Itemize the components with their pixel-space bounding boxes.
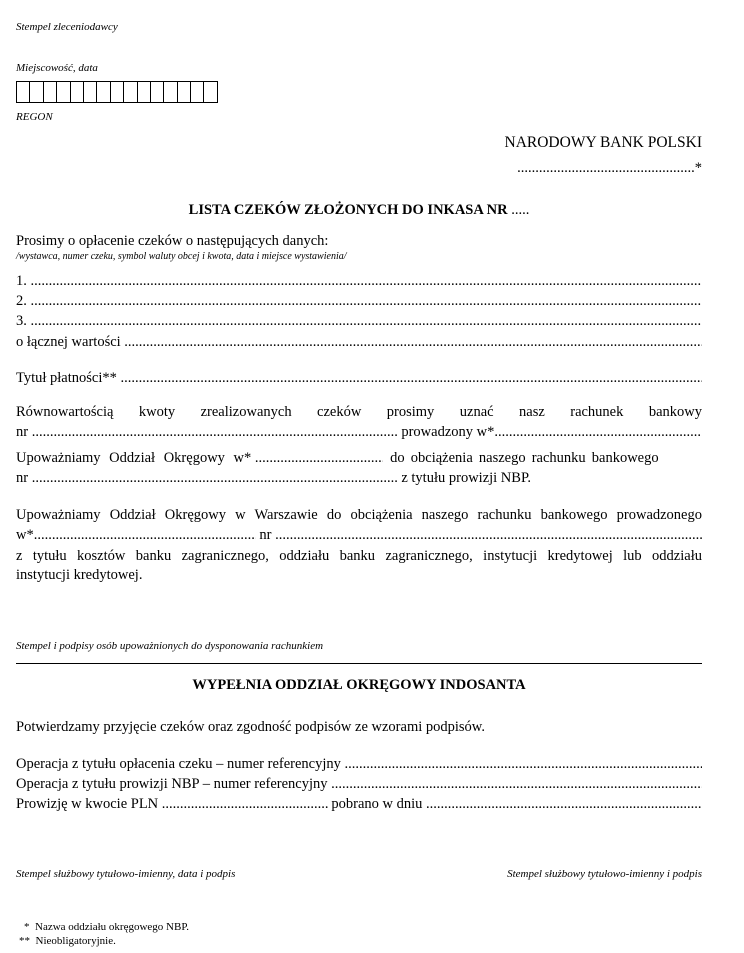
credit-account-text: Równowartością kwoty zrealizowanych czeków prosimy uznać nasz rachunek bankowy (16, 404, 702, 420)
payment-title-label: Tytuł płatności** (16, 370, 117, 386)
payment-title-line[interactable] (16, 370, 702, 387)
foreign-costs-text-end: instytucji kredytowej. (16, 567, 143, 583)
stamp-left-label: Stempel służbowy tytułowo-imienny, data i podpis (16, 868, 236, 880)
nbp-fee-ref-label: Operacja z tytułu prowizji NBP – numer referencyjny (16, 776, 328, 792)
authorization-nbp-line2[interactable] (16, 470, 702, 487)
regon-digit-box[interactable] (110, 81, 124, 103)
signature-label: Stempel i podpisy osób upoważnionych do dysponowania rachunkiem (16, 640, 324, 652)
regon-digit-box[interactable] (203, 81, 217, 103)
footnote-2 (19, 935, 116, 947)
regon-digit-box[interactable] (16, 81, 30, 103)
total-value-line[interactable] (16, 334, 702, 351)
stamp-label: Stempel zleceniodawcy (16, 21, 118, 33)
document-title (0, 202, 718, 219)
collected-on-label: pobrano w dniu (331, 796, 423, 812)
account-nr-label: nr (16, 424, 29, 440)
account-nr-label: nr (259, 527, 272, 543)
credit-account-line[interactable] (16, 424, 702, 441)
nbp-fee-ref-line[interactable] (16, 776, 702, 793)
authorization-warsaw-line[interactable] (16, 527, 702, 544)
cheque-line-1[interactable] (16, 273, 702, 290)
fee-amount-label: Prowizję w kwocie PLN (16, 796, 159, 812)
cheque-line-2[interactable] (16, 293, 702, 310)
regon-label: REGON (16, 111, 53, 123)
total-value-label: o łącznej wartości (16, 334, 121, 350)
regon-digit-box[interactable] (163, 81, 177, 103)
cheque-line-number: 3. (16, 313, 27, 329)
regon-digit-box[interactable] (137, 81, 151, 103)
title-text: LISTA CZEKÓW ZŁOŻONYCH DO INKASA NR (188, 202, 508, 218)
title-number-dots[interactable]: ..... (511, 202, 530, 218)
authorization-debit-label: do obciążenia naszego rachunku bankowego (390, 450, 659, 466)
regon-digit-box[interactable] (177, 81, 191, 103)
regon-boxes[interactable] (16, 81, 218, 103)
cheque-payment-ref-label: Operacja z tytułu opłacenia czeku – numer referencyjny (16, 756, 341, 772)
regon-digit-box[interactable] (150, 81, 164, 103)
foreign-costs-text: z tytułu kosztów banku zagranicznego, oddziału banku zagranicznego, instytucji kredytowej lub oddziału (16, 548, 702, 564)
footnote-mark: * (24, 921, 30, 933)
authorization-nbp-line1[interactable] (16, 450, 702, 467)
cheque-line-3[interactable] (16, 313, 702, 330)
regon-digit-box[interactable] (96, 81, 110, 103)
footnote-text: Nieobligatoryjnie. (35, 935, 116, 947)
kept-at-label: w* (16, 527, 34, 543)
authorization-warsaw-text: Upoważniamy Oddział Okręgowy w Warszawie do obciążenia naszego rachunku bankowego prowadzonego (16, 507, 702, 523)
footnote-1 (24, 921, 189, 933)
section-divider (16, 663, 702, 664)
regon-digit-box[interactable] (83, 81, 97, 103)
regon-digit-box[interactable] (43, 81, 57, 103)
regon-digit-box[interactable] (29, 81, 43, 103)
confirmation-text: Potwierdzamy przyjęcie czeków oraz zgodność podpisów ze wzorami podpisów. (16, 719, 485, 735)
account-nr-label: nr (16, 470, 29, 486)
cheque-line-number: 2. (16, 293, 27, 309)
regon-digit-box[interactable] (56, 81, 70, 103)
footnote-text: Nazwa oddziału okręgowego NBP. (35, 921, 189, 933)
section2-title: WYPEŁNIA ODDZIAŁ OKRĘGOWY INDOSANTA (192, 677, 526, 693)
regon-digit-box[interactable] (190, 81, 204, 103)
cheque-line-number: 1. (16, 273, 27, 289)
intro-line: Prosimy o opłacenie czeków o następujących danych: (16, 233, 329, 249)
regon-digit-box[interactable] (70, 81, 84, 103)
intro-hint: /wystawca, numer czeku, symbol waluty obcej i kwota, data i miejsce wystawienia/ (16, 251, 347, 262)
footnote-mark: ** (19, 935, 30, 947)
place-date-label: Miejscowość, data (16, 62, 98, 74)
kept-at-label: prowadzony w* (401, 424, 495, 440)
regon-digit-box[interactable] (123, 81, 137, 103)
nbp-fee-label: z tytułu prowizji NBP. (401, 470, 532, 486)
bank-branch-dots[interactable]: .................................................* (517, 160, 702, 176)
cheque-payment-ref-line[interactable] (16, 756, 702, 773)
authorization-branch-label: Upoważniamy Oddział Okręgowy w* (16, 450, 252, 466)
stamp-right-label: Stempel służbowy tytułowo-imienny i podpis (507, 868, 702, 880)
bank-name: NARODOWY BANK POLSKI (504, 134, 702, 151)
fee-amount-line[interactable] (16, 796, 702, 813)
